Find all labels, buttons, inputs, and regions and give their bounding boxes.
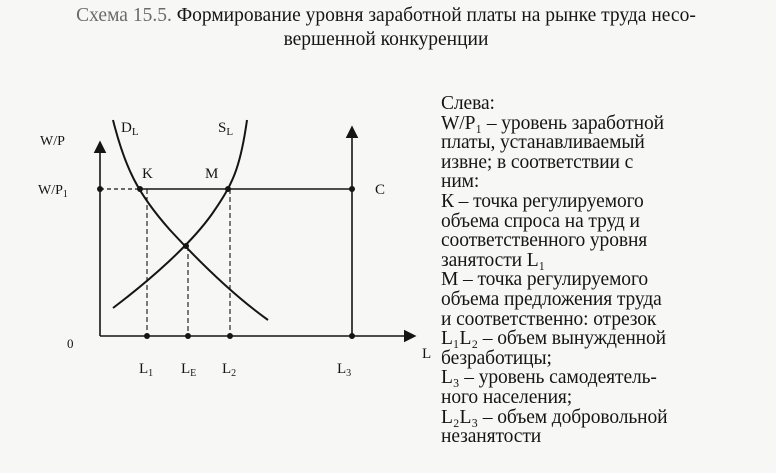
point-m [225,186,231,192]
point-k-label: K [142,166,153,182]
point-l3 [349,333,355,339]
tick-l3-label: $L_3$ [337,361,352,379]
note-line: М – точка регулируемого [441,269,649,291]
note-line: соответственного уровня [441,230,648,252]
supply-curve [113,120,247,308]
point-m-label: M [205,166,219,182]
supply-curve-label: $S_L$ [218,120,234,138]
point-k [137,186,143,192]
figure-caption [6,4,766,52]
tick-l2-label: $L_2$ [222,361,237,379]
demand-curve-label: $D_L$ [121,120,139,138]
point-c [349,186,355,192]
note-line: платы, устанавливаемый [441,132,645,154]
note-line: W/P₁ – уровень заработной [441,112,664,134]
note-line: незанятости [441,426,542,448]
tick-l1-label: $L_1$ [139,361,154,379]
note-line: извне; в соответствии с [441,151,634,173]
note-line: L₃ – уровень самодеятель- [441,367,657,389]
caption-line-1 [6,4,766,28]
note-line: занятости L₁ [441,249,546,271]
note-line: L₁L₂ – объем вынужденной [441,328,667,350]
curve-c-label: C [375,182,386,198]
point-le [185,333,191,339]
note-line: ного населения; [441,386,573,408]
caption-line-2: вершенной конкуренции [283,29,489,50]
tick-le-label: $L_E$ [181,361,197,379]
x-axis-label: L [422,346,432,362]
point-wage-axis [97,186,103,192]
origin-label: 0 [67,336,74,351]
point-l2 [227,333,233,339]
explanation-text [441,94,771,447]
note-line: К – точка регулируемого [441,190,644,212]
y-axis-label: W/P [40,134,65,149]
note-line: L₂L₃ – объем добровольной [441,406,668,428]
note-line: ним: [441,171,480,193]
labor-market-diagram [0,95,440,395]
note-line: Слева: [441,93,495,114]
scheme-number: Схема 15.5. [76,5,172,26]
note-line: объема спроса на труд и [441,210,640,232]
note-line: объема предложения труда [441,288,662,310]
caption-text-1: Формирование уровня заработной платы на рынке труда несо- [176,5,696,26]
point-l1 [144,333,150,339]
wage-level-label: $W/P_1$ [38,183,68,200]
note-line: и соответственно: отрезок [441,308,657,330]
point-equilibrium [183,243,189,249]
note-line: безработицы; [441,347,552,369]
